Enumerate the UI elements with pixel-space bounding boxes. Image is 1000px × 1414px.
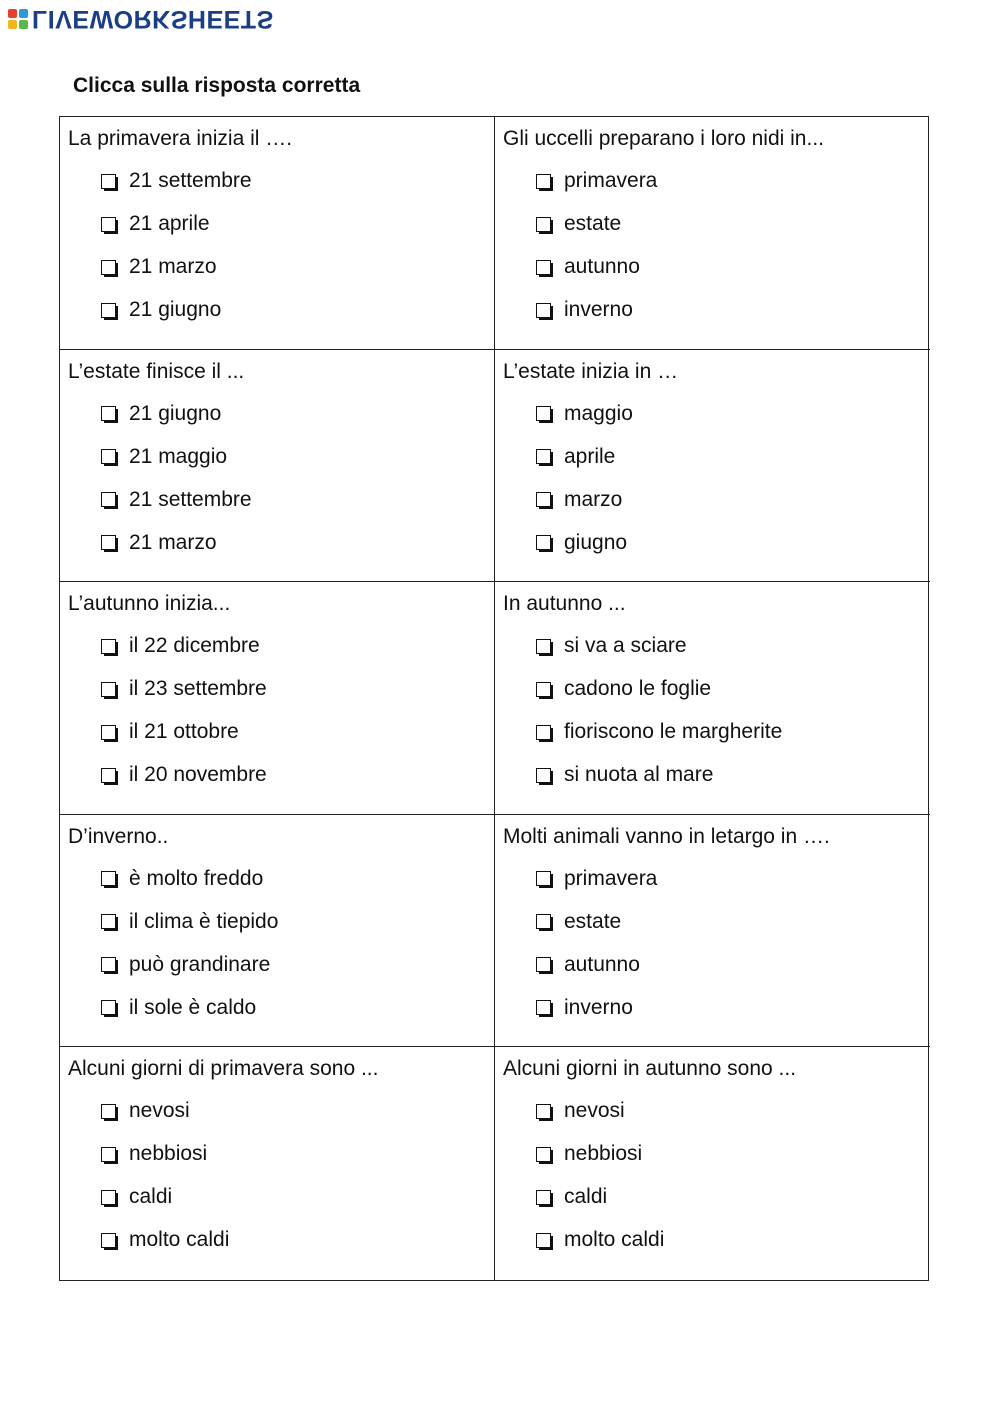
checkbox-icon[interactable] [101, 957, 116, 972]
answer-option[interactable] [101, 1141, 494, 1167]
answer-label: inverno [564, 995, 633, 1019]
checkbox-icon[interactable] [101, 768, 116, 783]
answer-option[interactable] [101, 676, 494, 702]
answer-option[interactable] [101, 762, 494, 788]
answer-label: estate [564, 212, 622, 235]
answer-option[interactable] [536, 211, 930, 237]
answer-option[interactable] [536, 401, 930, 427]
logo-text: LIVEWORKSHEETS [32, 5, 274, 33]
logo-blocks-icon [8, 9, 28, 29]
checkbox-icon[interactable] [101, 725, 116, 740]
question-cell [495, 1047, 930, 1280]
checkbox-icon[interactable] [101, 1190, 116, 1205]
answer-options [68, 1098, 494, 1253]
answer-label: si nuota al mare [564, 763, 714, 787]
answer-label: estate [564, 909, 622, 933]
answer-option[interactable] [536, 1141, 930, 1167]
answer-label: si va a sciare [564, 634, 687, 658]
checkbox-icon[interactable] [536, 260, 551, 275]
answer-label: il 23 settembre [129, 677, 267, 701]
answer-label: il sole è caldo [129, 995, 257, 1019]
answer-option[interactable] [101, 1098, 494, 1124]
answer-label: 21 marzo [129, 255, 217, 278]
answer-option[interactable] [101, 444, 494, 470]
checkbox-icon[interactable] [101, 303, 116, 318]
answer-label: molto caldi [564, 1228, 665, 1252]
answer-label: è molto freddo [129, 866, 264, 890]
answer-options [503, 866, 930, 1021]
answer-label: fioriscono le margherite [564, 720, 783, 744]
checkbox-icon[interactable] [101, 1233, 116, 1248]
question-text: D’inverno.. [68, 824, 169, 848]
answer-label: il 20 novembre [129, 763, 267, 787]
checkbox-icon[interactable] [101, 260, 116, 275]
question-cell [495, 815, 930, 1048]
checkbox-icon[interactable] [101, 535, 116, 550]
logo-block [19, 20, 28, 29]
answer-option[interactable] [536, 1227, 930, 1253]
question-text: Alcuni giorni in autunno sono ... [503, 1057, 797, 1081]
logo-block [19, 9, 28, 18]
checkbox-icon[interactable] [101, 449, 116, 464]
answer-option[interactable] [101, 719, 494, 745]
liveworksheets-logo [8, 6, 274, 32]
answer-label: caldi [129, 1185, 173, 1209]
checkbox-icon[interactable] [536, 1000, 551, 1015]
checkbox-icon[interactable] [536, 725, 551, 740]
answer-option[interactable] [536, 530, 930, 556]
answer-label: 21 giugno [129, 401, 222, 425]
checkbox-icon[interactable] [536, 492, 551, 507]
answer-option[interactable] [536, 952, 930, 978]
answer-options [503, 401, 930, 556]
answer-options [68, 866, 494, 1021]
answer-option[interactable] [536, 633, 930, 659]
answer-label: autunno [564, 952, 640, 976]
checkbox-icon[interactable] [536, 768, 551, 783]
answer-option[interactable] [536, 487, 930, 513]
checkbox-icon[interactable] [101, 639, 116, 654]
question-cell [495, 582, 930, 815]
answer-option[interactable] [536, 676, 930, 702]
answer-option[interactable] [536, 866, 930, 892]
answer-option[interactable] [101, 168, 494, 194]
question-text: Molti animali vanno in letargo in …. [503, 824, 830, 848]
answer-label: cadono le foglie [564, 677, 712, 701]
question-text: L’estate inizia in … [503, 359, 679, 383]
answer-label: 21 settembre [129, 169, 252, 192]
instruction-heading: Clicca sulla risposta corretta [73, 74, 361, 97]
question-text: L’estate finisce il ... [68, 359, 245, 383]
answer-label: il clima è tiepido [129, 909, 279, 933]
checkbox-icon[interactable] [536, 682, 551, 697]
answer-label: può grandinare [129, 952, 271, 976]
checkbox-icon[interactable] [536, 871, 551, 886]
checkbox-icon[interactable] [101, 871, 116, 886]
question-text: La primavera inizia il …. [68, 127, 293, 150]
checkbox-icon[interactable] [536, 406, 551, 421]
question-cell [495, 117, 930, 350]
answer-option[interactable] [101, 1184, 494, 1210]
question-text: In autunno ... [503, 592, 626, 616]
logo-block [8, 9, 17, 18]
answer-label: inverno [564, 298, 633, 321]
answer-option[interactable] [101, 297, 494, 323]
question-cell [495, 350, 930, 583]
checkbox-icon[interactable] [101, 914, 116, 929]
answer-label: il 22 dicembre [129, 634, 260, 658]
question-text: Alcuni giorni di primavera sono ... [68, 1057, 379, 1081]
checkbox-icon[interactable] [101, 217, 116, 232]
answer-label: nebbiosi [564, 1142, 643, 1166]
question-text: Gli uccelli preparano i loro nidi in... [503, 127, 824, 150]
checkbox-icon[interactable] [101, 682, 116, 697]
answer-label: 21 giugno [129, 298, 222, 321]
answer-option[interactable] [536, 762, 930, 788]
checkbox-icon[interactable] [536, 1104, 551, 1119]
answer-label: 21 aprile [129, 212, 210, 235]
answer-option[interactable] [101, 866, 494, 892]
answer-options [503, 168, 930, 323]
answer-option[interactable] [536, 909, 930, 935]
answer-options [68, 401, 494, 556]
answer-option[interactable] [101, 633, 494, 659]
quiz-grid [59, 116, 929, 1281]
checkbox-icon[interactable] [101, 406, 116, 421]
answer-option[interactable] [536, 995, 930, 1021]
checkbox-icon[interactable] [536, 217, 551, 232]
answer-label: 21 settembre [129, 487, 252, 511]
checkbox-icon[interactable] [536, 1233, 551, 1248]
answer-label: 21 maggio [129, 444, 228, 468]
checkbox-icon[interactable] [101, 492, 116, 507]
answer-option[interactable] [101, 530, 494, 556]
logo-block [8, 20, 17, 29]
answer-option[interactable] [536, 297, 930, 323]
answer-label: maggio [564, 401, 633, 425]
answer-option[interactable] [101, 1227, 494, 1253]
checkbox-icon[interactable] [536, 957, 551, 972]
answer-option[interactable] [536, 168, 930, 194]
answer-label: caldi [564, 1185, 608, 1209]
answer-label: 21 marzo [129, 530, 217, 554]
answer-option[interactable] [536, 1098, 930, 1124]
checkbox-icon[interactable] [536, 1147, 551, 1162]
answer-label: molto caldi [129, 1228, 230, 1252]
checkbox-icon[interactable] [536, 303, 551, 318]
checkbox-icon[interactable] [536, 535, 551, 550]
answer-options [68, 168, 494, 323]
checkbox-icon[interactable] [101, 174, 116, 189]
answer-label: primavera [564, 169, 658, 192]
answer-option[interactable] [101, 254, 494, 280]
question-cell [60, 350, 495, 583]
checkbox-icon[interactable] [536, 174, 551, 189]
question-cell [60, 117, 495, 350]
checkbox-icon[interactable] [536, 449, 551, 464]
answer-label: nebbiosi [129, 1142, 208, 1166]
answer-label: il 21 ottobre [129, 720, 239, 744]
question-cell [60, 582, 495, 815]
answer-label: aprile [564, 444, 616, 468]
checkbox-icon[interactable] [101, 1000, 116, 1015]
question-cell [60, 1047, 495, 1280]
answer-label: marzo [564, 487, 623, 511]
question-text: L’autunno inizia... [68, 592, 231, 616]
checkbox-icon[interactable] [536, 639, 551, 654]
answer-option[interactable] [536, 1184, 930, 1210]
answer-option[interactable] [101, 995, 494, 1021]
answer-option[interactable] [101, 211, 494, 237]
answer-label: autunno [564, 255, 640, 278]
answer-option[interactable] [101, 952, 494, 978]
answer-option[interactable] [101, 401, 494, 427]
answer-label: nevosi [564, 1099, 625, 1123]
answer-options [503, 1098, 930, 1253]
answer-option[interactable] [536, 254, 930, 280]
answer-option[interactable] [101, 909, 494, 935]
answer-option[interactable] [536, 444, 930, 470]
answer-label: primavera [564, 866, 658, 890]
checkbox-icon[interactable] [101, 1104, 116, 1119]
answer-label: nevosi [129, 1099, 190, 1123]
checkbox-icon[interactable] [536, 914, 551, 929]
answer-options [68, 633, 494, 788]
checkbox-icon[interactable] [101, 1147, 116, 1162]
answer-options [503, 633, 930, 788]
question-cell [60, 815, 495, 1048]
answer-option[interactable] [536, 719, 930, 745]
answer-label: giugno [564, 530, 628, 554]
answer-option[interactable] [101, 487, 494, 513]
checkbox-icon[interactable] [536, 1190, 551, 1205]
